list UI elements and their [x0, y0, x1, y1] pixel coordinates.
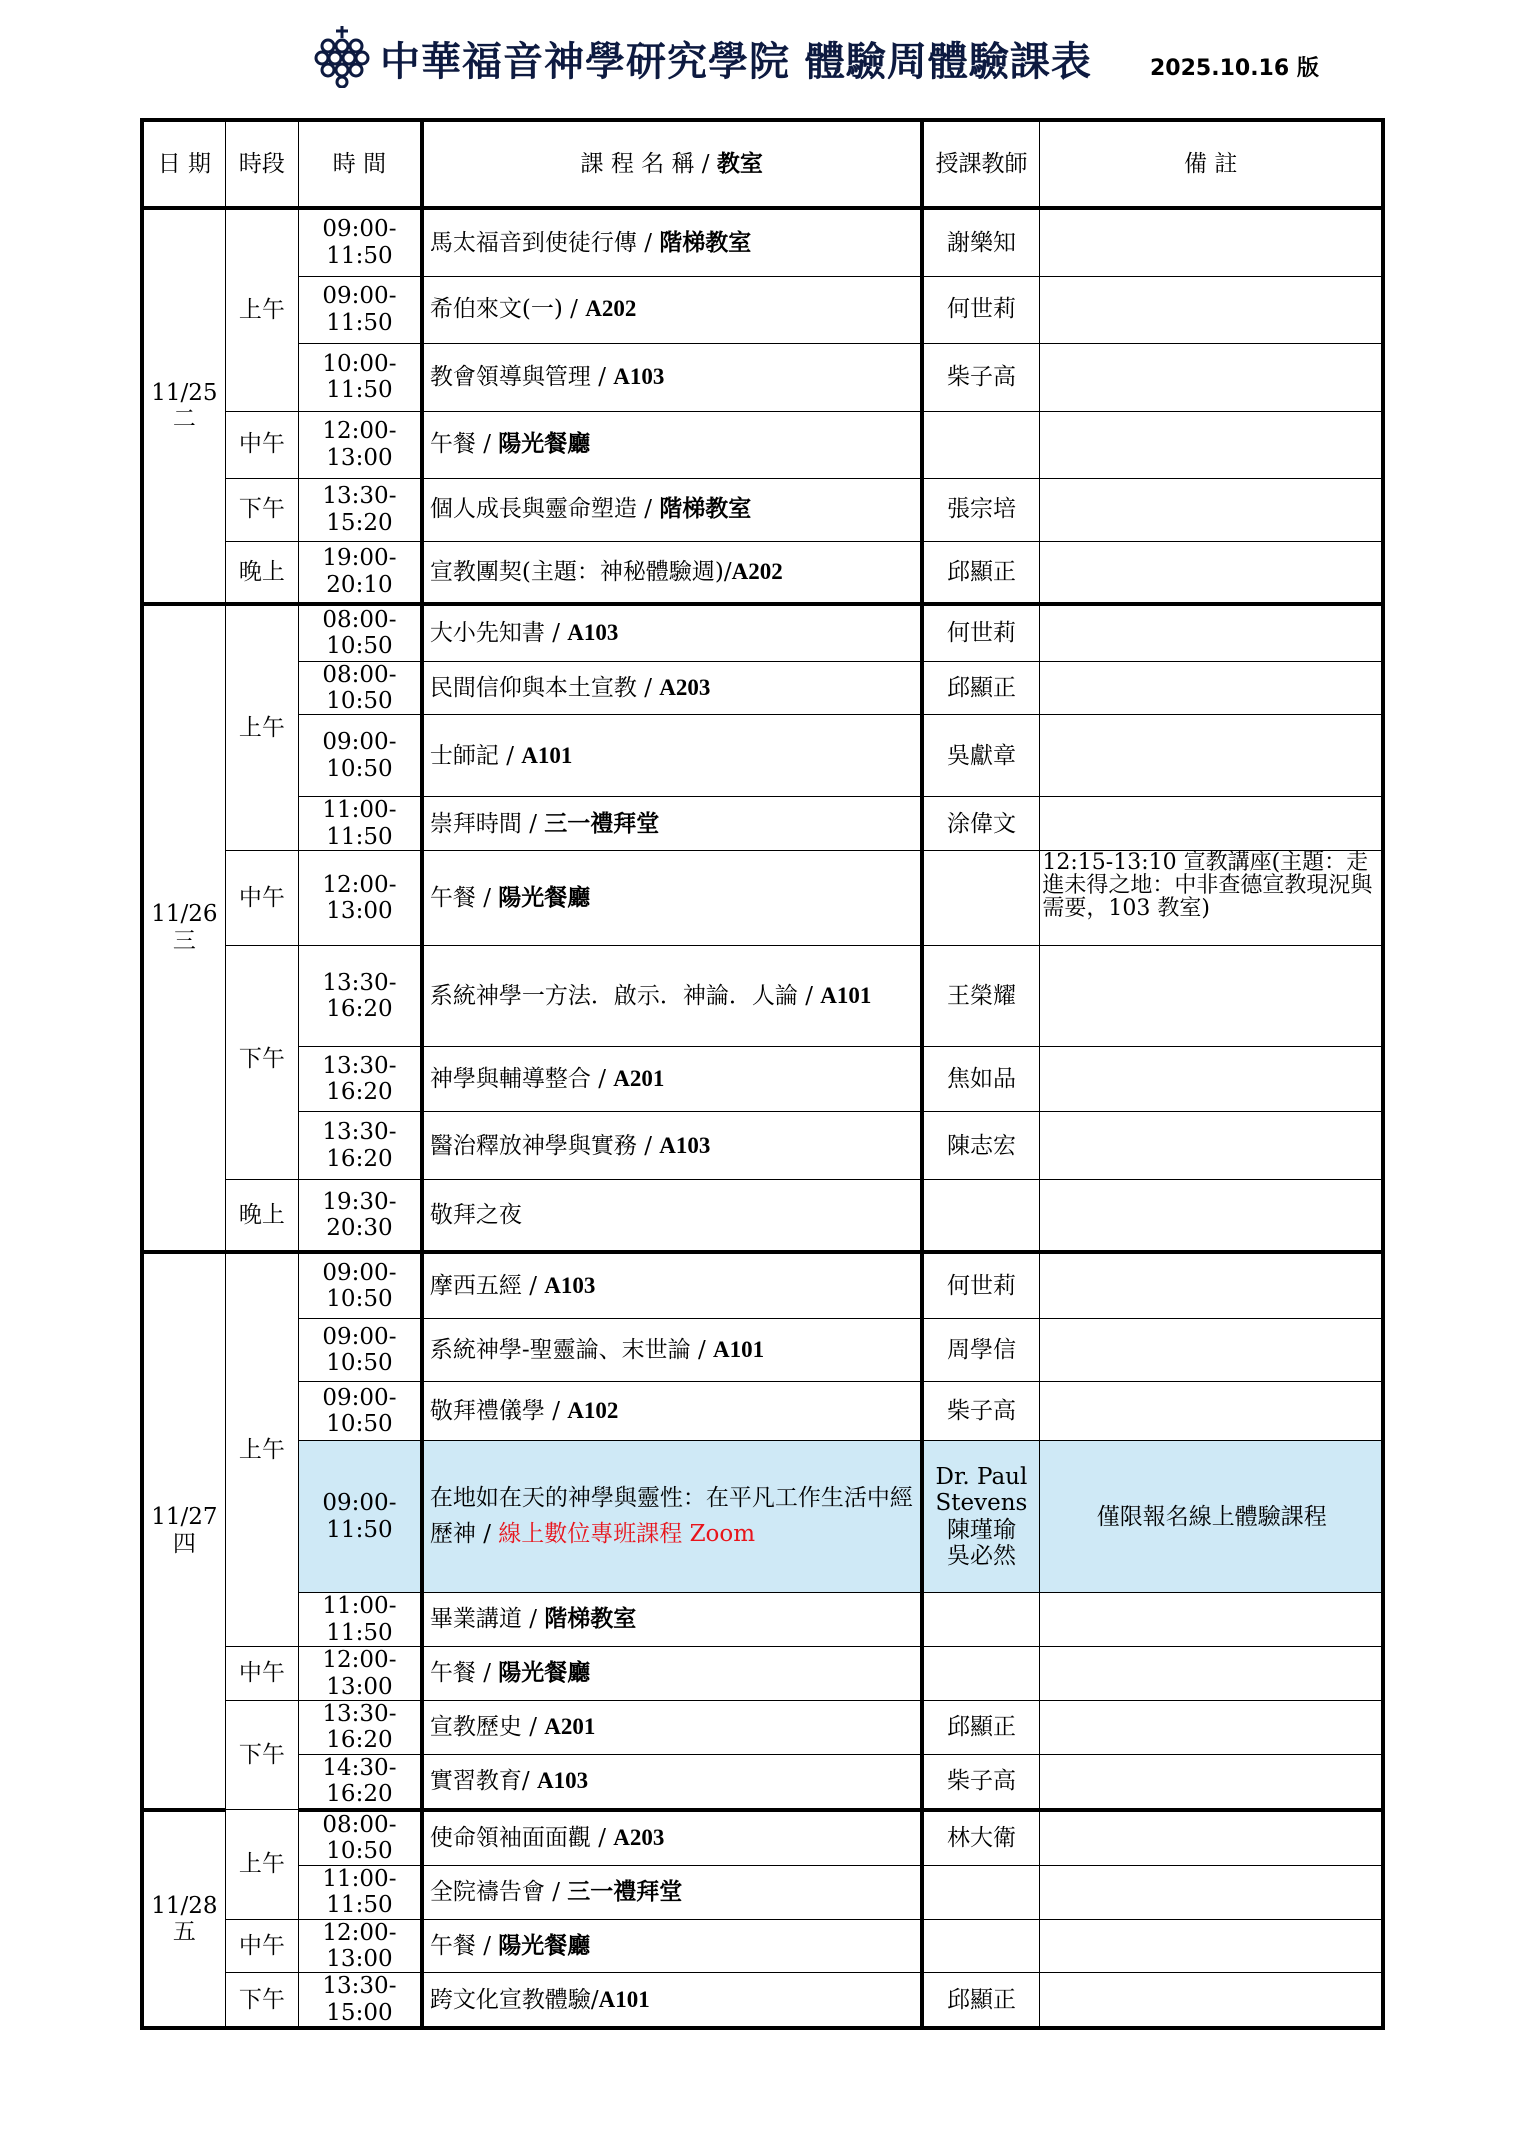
- date-cell: 11/27 四: [142, 1252, 225, 1810]
- time-cell: 19:30-20:30: [299, 1180, 422, 1252]
- table-row: [142, 208, 1383, 276]
- time-cell: 11:00-11:50: [299, 797, 422, 851]
- header-date: 日 期: [142, 120, 225, 208]
- course-cell: 敬拜禮儀學 / A102: [422, 1382, 922, 1441]
- teacher-cell: [922, 411, 1040, 478]
- course-cell: 使命領袖面面觀 / A203: [422, 1810, 922, 1865]
- time-cell: 09:00-10:50: [299, 1319, 422, 1382]
- teacher-cell: [922, 851, 1040, 946]
- note-cell: [1040, 1701, 1383, 1755]
- table-row: [142, 1810, 1383, 1865]
- teacher-cell: 張宗培: [922, 478, 1040, 541]
- date-cell: 11/28 五: [142, 1810, 225, 2029]
- page-title: 中華福音神學研究學院 體驗周體驗課表: [380, 39, 1092, 85]
- period-cell: 上午: [225, 1252, 298, 1647]
- table-row: [142, 946, 1383, 1047]
- table-row: [142, 411, 1383, 478]
- time-cell: 19:00-20:10: [299, 541, 422, 604]
- table-row: [142, 541, 1383, 604]
- time-cell: 13:30-16:20: [299, 946, 422, 1047]
- teacher-cell: 周學信: [922, 1319, 1040, 1382]
- note-cell: [1040, 276, 1383, 343]
- time-cell: 11:00-11:50: [299, 1593, 422, 1647]
- period-cell: 上午: [225, 1810, 298, 1919]
- course-cell: 午餐 / 陽光餐廳: [422, 1919, 922, 1973]
- note-cell: [1040, 1810, 1383, 1865]
- teacher-cell: 邱顯正: [922, 661, 1040, 715]
- period-cell: 晚上: [225, 1180, 298, 1252]
- note-cell: [1040, 208, 1383, 276]
- teacher-cell: 吳獻章: [922, 715, 1040, 797]
- time-cell: 09:00-10:50: [299, 1382, 422, 1441]
- time-cell: 12:00-13:00: [299, 411, 422, 478]
- teacher-cell: Dr. Paul Stevens 陳瑾瑜 吳必然: [922, 1441, 1040, 1593]
- schedule-table: [140, 118, 1385, 2030]
- time-cell: 10:00-11:50: [299, 343, 422, 411]
- period-cell: 下午: [225, 478, 298, 541]
- date-cell: 11/26 三: [142, 604, 225, 1252]
- note-cell: 僅限報名線上體驗課程: [1040, 1441, 1383, 1593]
- note-cell: [1040, 1647, 1383, 1701]
- header-note: 備 註: [1040, 120, 1383, 208]
- course-cell: 午餐 / 陽光餐廳: [422, 1647, 922, 1701]
- course-cell: 教會領導與管理 / A103: [422, 343, 922, 411]
- note-cell: [1040, 715, 1383, 797]
- teacher-cell: [922, 1865, 1040, 1919]
- time-cell: 12:00-13:00: [299, 1919, 422, 1973]
- time-cell: 09:00-10:50: [299, 715, 422, 797]
- version-label: 2025.10.16 版: [1150, 56, 1319, 81]
- course-cell: 畢業講道 / 階梯教室: [422, 1593, 922, 1647]
- teacher-cell: 邱顯正: [922, 1701, 1040, 1755]
- time-cell: 08:00-10:50: [299, 604, 422, 661]
- table-row: [142, 1047, 1383, 1112]
- course-cell: 實習教育/ A103: [422, 1754, 922, 1809]
- period-cell: 中午: [225, 411, 298, 478]
- period-cell: 上午: [225, 604, 298, 851]
- table-row: [142, 1973, 1383, 2028]
- course-cell: 醫治釋放神學與實務 / A103: [422, 1112, 922, 1180]
- time-cell: 14:30-16:20: [299, 1754, 422, 1809]
- note-cell: [1040, 343, 1383, 411]
- course-cell: 希伯來文(一) / A202: [422, 276, 922, 343]
- note-cell: [1040, 411, 1383, 478]
- course-cell: 午餐 / 陽光餐廳: [422, 851, 922, 946]
- note-cell: [1040, 1865, 1383, 1919]
- course-cell: 系統神學一方法．啟示．神論．人論 / A101: [422, 946, 922, 1047]
- note-cell: [1040, 541, 1383, 604]
- table-row: [142, 1701, 1383, 1755]
- teacher-cell: 何世莉: [922, 604, 1040, 661]
- period-cell: 晚上: [225, 541, 298, 604]
- header-time: 時 間: [299, 120, 422, 208]
- time-cell: 09:00-11:50: [299, 208, 422, 276]
- time-cell: 11:00-11:50: [299, 1865, 422, 1919]
- header-course: 課 程 名 稱 / 教室: [422, 120, 922, 208]
- note-cell: 12:15-13:10 宣教講座(主題：走進未得之地：中非查德宣教現況與需要，103 教室): [1040, 851, 1383, 946]
- teacher-cell: [922, 1919, 1040, 1973]
- table-row: [142, 1647, 1383, 1701]
- time-cell: 13:30-16:20: [299, 1047, 422, 1112]
- course-cell: 士師記 / A101: [422, 715, 922, 797]
- table-row: [142, 1919, 1383, 1973]
- table-row: [142, 276, 1383, 343]
- course-cell: 馬太福音到使徒行傳 / 階梯教室: [422, 208, 922, 276]
- course-cell: 神學與輔導整合 / A201: [422, 1047, 922, 1112]
- period-cell: 中午: [225, 1647, 298, 1701]
- table-row: [142, 1112, 1383, 1180]
- time-cell: 13:30-15:20: [299, 478, 422, 541]
- teacher-cell: 何世莉: [922, 276, 1040, 343]
- teacher-cell: [922, 1647, 1040, 1701]
- note-cell: [1040, 1973, 1383, 2028]
- note-cell: [1040, 1047, 1383, 1112]
- table-row: [142, 343, 1383, 411]
- date-cell: 11/25 二: [142, 208, 225, 604]
- time-cell: 13:30-15:00: [299, 1973, 422, 2028]
- course-cell: 午餐 / 陽光餐廳: [422, 411, 922, 478]
- table-header-row: [142, 120, 1383, 208]
- teacher-cell: 謝樂知: [922, 208, 1040, 276]
- course-cell: 宣教團契(主題：神秘體驗週)/A202: [422, 541, 922, 604]
- teacher-cell: 何世莉: [922, 1252, 1040, 1319]
- period-cell: 下午: [225, 1973, 298, 2028]
- period-cell: 中午: [225, 851, 298, 946]
- note-cell: [1040, 478, 1383, 541]
- grape-cross-logo-icon: [314, 24, 370, 88]
- table-row: [142, 797, 1383, 851]
- table-row: [142, 661, 1383, 715]
- table-row: [142, 1252, 1383, 1319]
- note-cell: [1040, 1252, 1383, 1319]
- course-cell: 宣教歷史 / A201: [422, 1701, 922, 1755]
- time-cell: 09:00-10:50: [299, 1252, 422, 1319]
- time-cell: 09:00-11:50: [299, 276, 422, 343]
- teacher-cell: 焦如品: [922, 1047, 1040, 1112]
- course-cell: 個人成長與靈命塑造 / 階梯教室: [422, 478, 922, 541]
- note-cell: [1040, 1180, 1383, 1252]
- teacher-cell: [922, 1593, 1040, 1647]
- teacher-cell: 涂偉文: [922, 797, 1040, 851]
- period-cell: 下午: [225, 946, 298, 1180]
- table-row: [142, 1441, 1383, 1593]
- note-cell: [1040, 1319, 1383, 1382]
- course-cell: 崇拜時間 / 三一禮拜堂: [422, 797, 922, 851]
- course-cell: 大小先知書 / A103: [422, 604, 922, 661]
- course-cell: 民間信仰與本土宣教 / A203: [422, 661, 922, 715]
- note-cell: [1040, 604, 1383, 661]
- header-teacher: 授課教師: [922, 120, 1040, 208]
- teacher-cell: 邱顯正: [922, 1973, 1040, 2028]
- note-cell: [1040, 1593, 1383, 1647]
- page-header: [0, 18, 1518, 93]
- table-row: [142, 478, 1383, 541]
- teacher-cell: 林大衛: [922, 1810, 1040, 1865]
- time-cell: 12:00-13:00: [299, 851, 422, 946]
- course-cell: 跨文化宣教體驗/A101: [422, 1973, 922, 2028]
- time-cell: 12:00-13:00: [299, 1647, 422, 1701]
- note-cell: [1040, 946, 1383, 1047]
- teacher-cell: 柴子高: [922, 1382, 1040, 1441]
- table-row: [142, 1593, 1383, 1647]
- time-cell: 09:00-11:50: [299, 1441, 422, 1593]
- table-row: [142, 604, 1383, 661]
- table-row: [142, 1180, 1383, 1252]
- course-cell: 敬拜之夜: [422, 1180, 922, 1252]
- period-cell: 中午: [225, 1919, 298, 1973]
- time-cell: 13:30-16:20: [299, 1112, 422, 1180]
- teacher-cell: 邱顯正: [922, 541, 1040, 604]
- header-period: 時段: [225, 120, 298, 208]
- course-cell: 摩西五經 / A103: [422, 1252, 922, 1319]
- teacher-cell: 陳志宏: [922, 1112, 1040, 1180]
- table-row: [142, 1382, 1383, 1441]
- teacher-cell: 柴子高: [922, 343, 1040, 411]
- table-row: [142, 851, 1383, 946]
- teacher-cell: 柴子高: [922, 1754, 1040, 1809]
- course-cell: 系統神學-聖靈論、末世論 / A101: [422, 1319, 922, 1382]
- note-cell: [1040, 1112, 1383, 1180]
- table-row: [142, 1754, 1383, 1809]
- table-row: [142, 1865, 1383, 1919]
- table-row: [142, 715, 1383, 797]
- teacher-cell: 王榮耀: [922, 946, 1040, 1047]
- teacher-cell: [922, 1180, 1040, 1252]
- note-cell: [1040, 661, 1383, 715]
- time-cell: 08:00-10:50: [299, 1810, 422, 1865]
- course-cell: 全院禱告會 / 三一禮拜堂: [422, 1865, 922, 1919]
- time-cell: 13:30-16:20: [299, 1701, 422, 1755]
- course-cell: 在地如在天的神學與靈性：在平凡工作生活中經歷神 / 線上數位專班課程 Zoom: [422, 1441, 922, 1593]
- period-cell: 上午: [225, 208, 298, 411]
- time-cell: 08:00-10:50: [299, 661, 422, 715]
- note-cell: [1040, 1919, 1383, 1973]
- note-cell: [1040, 1754, 1383, 1809]
- note-cell: [1040, 1382, 1383, 1441]
- table-row: [142, 1319, 1383, 1382]
- period-cell: 下午: [225, 1701, 298, 1810]
- note-cell: [1040, 797, 1383, 851]
